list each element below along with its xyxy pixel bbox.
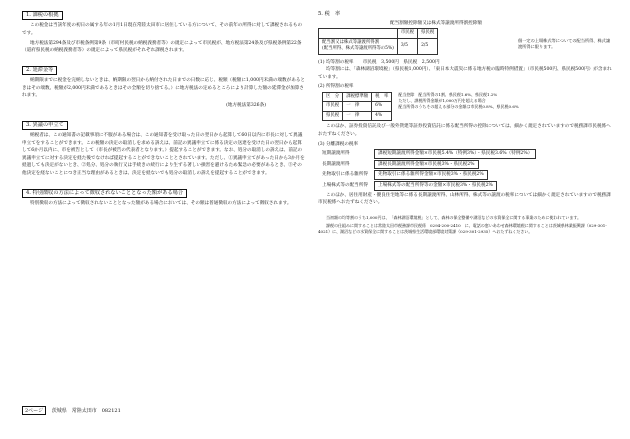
separate-row-futures <box>322 170 614 180</box>
separate-row-long <box>322 160 614 170</box>
left-column <box>22 8 306 210</box>
dividend-header-city: 市民税 <box>397 29 417 39</box>
section-title-tax-rate: 5. 税 率 <box>318 11 341 17</box>
income-note-2: ただし、課税所得金額が1,000万円を超える場合 <box>398 98 486 104</box>
dividend-side-note: 個一定の上場株式等についての配当所得、株式譲渡所得に限ります。 <box>518 38 611 50</box>
separate-row-label: 先物取引に係る雑所得 <box>322 172 368 178</box>
separate-row-label: 長期譲渡所得 <box>322 161 350 167</box>
separate-row-label: 短期譲渡所得 <box>322 151 350 157</box>
separate-row-dividend <box>322 181 614 191</box>
income-city-base: 一 律 <box>343 102 372 112</box>
income-header-rate: 税 率 <box>372 92 392 102</box>
section-title-special-collection: 4. 特別徴収の方法によって徴収されないこととなった額がある場合 <box>22 189 187 198</box>
special-collection-paragraph: 特別徴収の方法によって徴収されないこととなった額がある場合においては、その額は普通徴収の方法によって徴収されます。 <box>30 200 292 206</box>
income-note-1: 配当控除 配当所得の1割、県民税1.6%、県民税1.2% <box>398 91 498 97</box>
section-title-objection: 3. 異議の申立て <box>22 121 68 130</box>
forest-tax-note: 当初額の均等割のうち1,000円は、「森林湖沼環境税」として、森林の保全整備や湖沼などの水質保全に関する事業のために使われています。 <box>326 214 582 220</box>
separate-row-label: 上場株式等の配当所得 <box>322 182 368 188</box>
per-capita-rate-title: (1) 均等割の税率 市民税 3,500円 県民税 2,500円 <box>318 59 440 65</box>
separate-rate-extra: このほか、居住用財産・優良住宅地等に係る長期譲渡所得、山林所得、株式等の譲渡の税率については細かく規定されていますので税務課市民税係へおたずねください。 <box>318 192 611 206</box>
section-title-late-fee: 2. 延滞金等 <box>22 66 57 75</box>
separate-rate-list <box>322 149 614 190</box>
income-header-class: 区 分 <box>323 92 343 102</box>
income-rate-title: (2) 所得割の税率 <box>318 84 354 90</box>
dividend-table-caption: 配当割額控除額又は株式等譲渡所得割控除額 <box>390 21 482 27</box>
basis-paragraph-2: 地方税法第294条及び市税条例第9条（市町村民税の納税義務者等）の規定によって市民税が、地方税法第24条及び県税条例第22条（道府県民税の納税義務者等）の規定によって県民税がそれぞれ課税されます。 <box>22 40 302 54</box>
income-rate-table <box>322 92 392 122</box>
income-city-rate: 6% <box>372 102 392 112</box>
separate-row-formula: 課税短期譲渡所得金額×市民税5.4%（特例3%）・県民税3.6%（特例2%） <box>374 149 536 159</box>
footer-address: 茨城県 常陸太田市 082121 <box>51 408 121 414</box>
separate-rate-title: (3) 分離課税の税率 <box>318 141 359 147</box>
dividend-tax-table <box>318 28 438 55</box>
dividend-header-pref: 県民税 <box>418 29 438 39</box>
late-fee-paragraph: 納期限までに税金を完納しないときは、納期限の翌日から納付された日までの日数に応じ、税額（税額に1,000円未満の端数があるときはその端数、税額が2,000円未満であるときはその全額を切り捨てる。）に地方税法の定めるところにより計算した額の延滞金が加算されます。 <box>22 78 306 99</box>
separate-row-formula: 上場株式等の配当所得等の金額×市民税3%・県民税2% <box>374 181 497 191</box>
late-fee-note: (地方税法第326条) <box>226 102 266 108</box>
dividend-row-pref: 2/5 <box>418 38 438 54</box>
dividend-row-city: 3/5 <box>397 38 417 54</box>
per-capita-rate-body: 均等割には、「森林湖沼環境税」（県民税1,000円）、「東日本大震災に係る地方税の臨時特例措置」（市民税500円、県民税500円）が含まれています。 <box>318 67 612 80</box>
objection-paragraph: 納税者は、この通知書の記載事項に不服がある場合は、この通知書を受け取った日の翌日から起算して60日以内に市長に対して異議申立てをすることができます。この税額の決定の取消しを求める訴えは、前記の異議申立てに係る決定の送達を受けた日の翌日から起算して6か月以内に、市を被告として（市長が被告の代表者となります。）提起することができます。なお、処分の取消しの訴えは、前記の異議申立てに対する決定を経た後でなければ提起することができないこととされています。ただし、①異議申立てがあった日から3か月を経過しても決定がないとき、②処分、処分の執行又は手続きの続行により生ずる著しい損害を避けるため緊急の必要があるとき、③その他決定を経ないことにつき正当な理由があるときは、決定を経ないでも処分の取消しの訴えを提起することができます。 <box>22 132 305 176</box>
right-column <box>318 8 614 237</box>
page-number: 2ページ <box>22 406 46 415</box>
income-city-label: 市民税 <box>323 102 343 112</box>
basis-paragraph-1: この税金は当該年度の初日の属する年の1月1日現在常陸太田市に居住している方について、その前年の所得に対して課税されるものです。 <box>22 23 303 36</box>
section-title-basis: 1. 課税の根拠 <box>22 11 63 20</box>
separate-row-formula: 課税長期譲渡所得金額×市民税3%・県民税2% <box>374 160 479 170</box>
income-pref-rate: 4% <box>372 111 392 121</box>
income-rate-extra: このほか、証券投資信託及び一般外貨建等証券投資信託に係る配当所得の控除については、細かく規定されていますので税務課市民税係へおたずねください。 <box>318 124 611 137</box>
dividend-row-label: 配当割又は株式等譲渡所得割 (配当所得、株式等譲渡所得等の5%) <box>319 38 398 54</box>
dividend-header-blank <box>319 29 398 39</box>
income-pref-label: 県民税 <box>323 111 343 121</box>
separate-row-short <box>322 149 614 159</box>
income-note-3: 配当所得のうちその超える部分の金額は市民税0.8%、県民税0.6% <box>398 104 519 110</box>
income-notes <box>398 92 518 111</box>
separate-row-formula: 先物取引に係る雑所得金額×市民税3%・県民税2% <box>374 170 488 180</box>
income-header-base: 課税標準額 <box>343 92 372 102</box>
income-pref-base: 一 律 <box>343 111 372 121</box>
contact-note: 課税の仕組みに関することは常陸太田市税務課市民税係 0294-200-2410 に、電話の窓いあわせ森林環境税に関することは茨城県林業振興課（029-301-4021）に、湖沼などの水質保全に関することは茨城県生活環境部環境対策課（029-301-2935）へおたずねください。 <box>318 222 607 235</box>
page-footer <box>22 406 121 415</box>
